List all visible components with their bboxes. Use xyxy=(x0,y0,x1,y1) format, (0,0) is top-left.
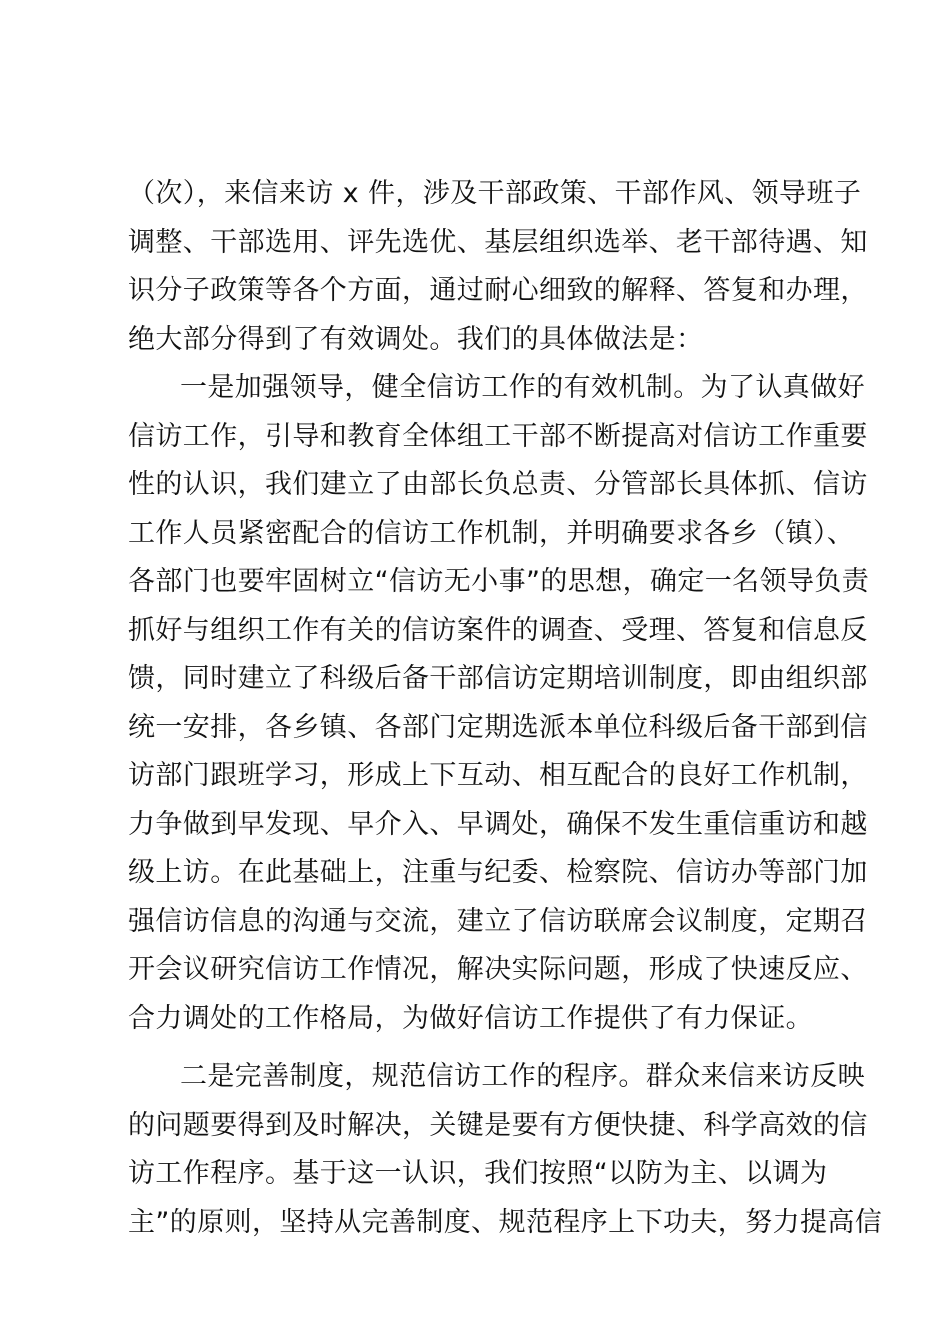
paragraph-heading-two: 二是完善制度，规范信访工作的程序。群众来信来访反映 xyxy=(180,1061,865,1092)
text-line: 馈，同时建立了科级后备干部信访定期培训制度，即由组织部 xyxy=(128,663,868,694)
text-line: 合力调处的工作格局，为做好信访工作提供了有力保证。 xyxy=(128,1002,813,1034)
text-line: 性的认识，我们建立了由部长负总责、分管部长具体抓、信访 xyxy=(128,469,868,500)
text-line: 强信访信息的沟通与交流，建立了信访联席会议制度，定期召 xyxy=(128,905,868,937)
text-line: 统一安排，各乡镇、各部门定期选派本单位科级后备干部到信 xyxy=(128,711,868,743)
text-line: 访工作程序。基于这一认识，我们按照“以防为主、以调为 xyxy=(128,1158,828,1189)
text-line: 的问题要得到及时解决，关键是要有方便快捷、科学高效的信 xyxy=(128,1109,868,1141)
document-body xyxy=(128,170,883,1247)
text-line: 抓好与组织工作有关的信访案件的调查、受理、答复和信息反 xyxy=(128,614,868,646)
text-line: 级上访。在此基础上，注重与纪委、检察院、信访办等部门加 xyxy=(128,857,868,888)
text-line: 识分子政策等各个方面，通过耐心细致的解释、答复和办理， xyxy=(128,275,868,306)
text-line: 调整、干部选用、评先选优、基层组织选举、老干部待遇、知 xyxy=(128,226,868,258)
text-line: 绝大部分得到了有效调处。我们的具体做法是： xyxy=(128,323,704,355)
paragraph-heading-one: 一是加强领导，健全信访工作的有效机制。为了认真做好 xyxy=(180,372,865,403)
text-line: 力争做到早发现、早介入、早调处，确保不发生重信重访和越 xyxy=(128,808,868,840)
text-line: 访部门跟班学习，形成上下互动、相互配合的良好工作机制， xyxy=(128,760,868,791)
text-line: 主”的原则，坚持从完善制度、规范程序上下功夫，努力提高信 xyxy=(128,1206,883,1238)
text-line: 开会议研究信访工作情况，解决实际问题，形成了快速反应、 xyxy=(128,954,868,985)
text-line: 各部门也要牢固树立“信访无小事”的思想，确定一名领导负责 xyxy=(128,566,870,597)
text-line: 工作人员紧密配合的信访工作机制，并明确要求各乡（镇）、 xyxy=(128,517,855,549)
text-line: （次），来信来访 x 件，涉及干部政策、干部作风、领导班子 xyxy=(128,178,862,209)
text-line: 信访工作，引导和教育全体组工干部不断提高对信访工作重要 xyxy=(128,420,868,452)
